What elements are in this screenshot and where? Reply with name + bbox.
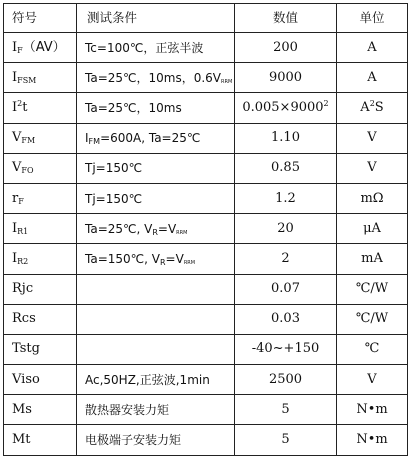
value-cell: 20 bbox=[235, 214, 337, 244]
condition-cell: Tc=100℃，正弦半波 bbox=[77, 33, 235, 63]
symbol-cell: $I_{R1}$ bbox=[4, 214, 77, 244]
spec-table-container bbox=[3, 3, 407, 456]
value-cell: $0.005\times 9000^2$ bbox=[235, 93, 337, 123]
spec-table bbox=[3, 3, 408, 456]
table-row bbox=[4, 33, 408, 63]
unit-cell: mA bbox=[337, 244, 408, 274]
unit-cell: V bbox=[337, 123, 408, 153]
symbol-cell: $V_{FM}$ bbox=[4, 123, 77, 153]
table-row bbox=[4, 123, 408, 153]
unit-cell: ℃/W bbox=[337, 304, 408, 334]
condition-cell: Ta=25℃，10ms，$0.6V_{RRM}$ bbox=[77, 63, 235, 93]
symbol-cell: $V_{FO}$ bbox=[4, 153, 77, 183]
condition-cell: Tj=150℃ bbox=[77, 183, 235, 213]
symbol-cell: Rcs bbox=[4, 304, 77, 334]
table-row bbox=[4, 183, 408, 213]
value-cell: 1.10 bbox=[235, 123, 337, 153]
table-row bbox=[4, 334, 408, 364]
value-cell: -40~+150 bbox=[235, 334, 337, 364]
value-cell: 5 bbox=[235, 395, 337, 425]
symbol-cell: $I^2t$ bbox=[4, 93, 77, 123]
value-cell: 0.85 bbox=[235, 153, 337, 183]
symbol-cell: $r_F$ bbox=[4, 183, 77, 213]
unit-cell: ℃/W bbox=[337, 274, 408, 304]
table-row bbox=[4, 63, 408, 93]
condition-cell: 散热器安装力矩 bbox=[77, 395, 235, 425]
condition-cell bbox=[77, 304, 235, 334]
table-row bbox=[4, 274, 408, 304]
symbol-cell: Mt bbox=[4, 425, 77, 455]
unit-cell: N•m bbox=[337, 395, 408, 425]
symbol-cell: Ms bbox=[4, 395, 77, 425]
symbol-cell: Tstg bbox=[4, 334, 77, 364]
condition-cell: $I_{FM}=600A$, Ta=25℃ bbox=[77, 123, 235, 153]
value-cell: 9000 bbox=[235, 63, 337, 93]
symbol-cell: $I_F(AV)$ bbox=[4, 33, 77, 63]
unit-cell: ℃ bbox=[337, 334, 408, 364]
symbol-cell: Rjc bbox=[4, 274, 77, 304]
table-row bbox=[4, 93, 408, 123]
unit-cell: mΩ bbox=[337, 183, 408, 213]
value-cell: 2500 bbox=[235, 365, 337, 395]
value-cell: 5 bbox=[235, 425, 337, 455]
unit-cell: $A^2S$ bbox=[337, 93, 408, 123]
value-cell: 1.2 bbox=[235, 183, 337, 213]
condition-cell bbox=[77, 274, 235, 304]
condition-cell: Ta=150℃, $V_R=V_{RRM}$ bbox=[77, 244, 235, 274]
symbol-cell: $I_{R2}$ bbox=[4, 244, 77, 274]
table-row bbox=[4, 304, 408, 334]
header-value: 数值 bbox=[235, 4, 337, 33]
table-row bbox=[4, 395, 408, 425]
value-cell: 2 bbox=[235, 244, 337, 274]
condition-cell: Ta=25℃, $V_R=V_{RRM}$ bbox=[77, 214, 235, 244]
table-row bbox=[4, 365, 408, 395]
value-cell: 0.03 bbox=[235, 304, 337, 334]
unit-cell: V bbox=[337, 365, 408, 395]
condition-cell: Ta=25℃，10ms bbox=[77, 93, 235, 123]
header-condition: 测试条件 bbox=[77, 4, 235, 33]
header-row bbox=[4, 4, 408, 33]
condition-cell: 电极端子安装力矩 bbox=[77, 425, 235, 455]
unit-cell: μA bbox=[337, 214, 408, 244]
value-cell: 0.07 bbox=[235, 274, 337, 304]
condition-cell: Ac,50HZ,正弦波,1min bbox=[77, 365, 235, 395]
unit-cell: A bbox=[337, 63, 408, 93]
table-row bbox=[4, 244, 408, 274]
symbol-cell: Viso bbox=[4, 365, 77, 395]
table-row bbox=[4, 153, 408, 183]
table-row bbox=[4, 425, 408, 455]
unit-cell: N•m bbox=[337, 425, 408, 455]
symbol-cell: $I_{FSM}$ bbox=[4, 63, 77, 93]
condition-cell: Tj=150℃ bbox=[77, 153, 235, 183]
header-symbol: 符号 bbox=[4, 4, 77, 33]
condition-cell bbox=[77, 334, 235, 364]
table-row bbox=[4, 214, 408, 244]
value-cell: 200 bbox=[235, 33, 337, 63]
unit-cell: A bbox=[337, 33, 408, 63]
unit-cell: V bbox=[337, 153, 408, 183]
header-unit: 单位 bbox=[337, 4, 408, 33]
